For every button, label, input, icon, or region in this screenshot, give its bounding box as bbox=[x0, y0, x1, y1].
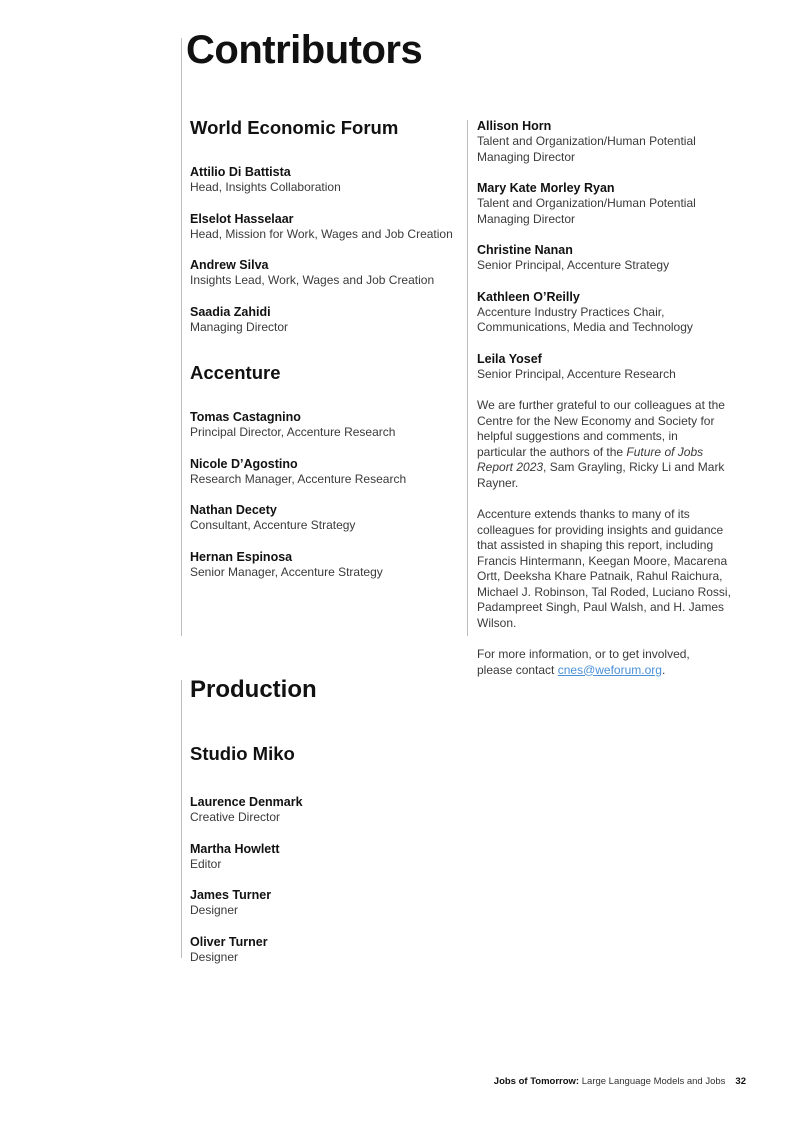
contact-text: . bbox=[661, 662, 666, 677]
page-number: 32 bbox=[735, 1076, 746, 1087]
person-entry bbox=[477, 242, 752, 274]
thanks-text: , Sam Grayling, Ricky Li and Mark Rayner. bbox=[477, 460, 725, 490]
person-role: Consultant, Accenture Strategy bbox=[190, 518, 356, 532]
person-name: James Turner bbox=[190, 888, 272, 902]
person-entry bbox=[190, 257, 465, 289]
person-entry bbox=[477, 289, 752, 336]
accenture-section bbox=[190, 361, 465, 580]
person-entry bbox=[190, 502, 465, 534]
person-entry bbox=[190, 409, 465, 441]
person-name: Oliver Turner bbox=[190, 934, 268, 949]
person-role: Talent and Organization/Human Potential Managing Director bbox=[477, 196, 696, 226]
person-entry bbox=[190, 887, 465, 919]
person-name: Attilio Di Battista bbox=[190, 165, 291, 179]
person-entry bbox=[190, 164, 465, 196]
person-name: Kathleen O’Reilly bbox=[477, 289, 580, 304]
person-entry bbox=[190, 934, 465, 966]
person-entry bbox=[477, 118, 752, 165]
person-entry bbox=[190, 304, 465, 336]
person-name: Nathan Decety bbox=[190, 503, 277, 517]
person-role: Head, Insights Collaboration bbox=[190, 180, 341, 194]
contact-text: For more information, or to get involved, bbox=[477, 647, 690, 661]
person-role: Head, Mission for Work, Wages and Job Creation bbox=[190, 226, 453, 241]
page-title: Contributors bbox=[186, 28, 423, 72]
person-role: Designer bbox=[190, 949, 239, 964]
person-name: Mary Kate Morley Ryan bbox=[477, 181, 615, 195]
person-role: Insights Lead, Work, Wages and Job Creation bbox=[190, 273, 435, 287]
contact-paragraph bbox=[477, 647, 752, 678]
person-entry bbox=[190, 794, 465, 826]
production-title: Production bbox=[190, 676, 317, 703]
person-name: Christine Nanan bbox=[477, 243, 573, 257]
person-entry bbox=[477, 351, 752, 383]
thanks-paragraph-wef bbox=[477, 398, 725, 491]
person-role: Accenture Industry Practices Chair, Communications, Media and Technology bbox=[477, 304, 693, 334]
person-entry bbox=[477, 180, 752, 227]
contact-line bbox=[477, 663, 752, 679]
person-role: Senior Manager, Accenture Strategy bbox=[190, 564, 383, 579]
person-role: Senior Principal, Accenture Research bbox=[477, 366, 676, 381]
person-name: Nicole D’Agostino bbox=[190, 456, 298, 471]
person-entry bbox=[190, 549, 465, 581]
accenture-heading: Accenture bbox=[190, 362, 281, 383]
wef-heading: World Economic Forum bbox=[190, 117, 399, 138]
footer-report-title: Jobs of Tomorrow: bbox=[493, 1076, 580, 1087]
person-name: Leila Yosef bbox=[477, 351, 542, 366]
thanks-text: We are further grateful to our colleagues at the Centre for the New Economy and Society for helpful suggestions and comments, in particular the authors of the bbox=[477, 398, 725, 459]
person-role: Designer bbox=[190, 903, 239, 917]
studio-heading: Studio Miko bbox=[190, 743, 295, 764]
person-name: Allison Horn bbox=[477, 119, 552, 133]
contact-email-link[interactable]: cnes@weforum.org bbox=[557, 662, 662, 677]
production-rule bbox=[181, 680, 182, 958]
person-role: Managing Director bbox=[190, 319, 289, 334]
person-entry bbox=[190, 456, 465, 488]
person-role: Principal Director, Accenture Research bbox=[190, 425, 396, 439]
right-column bbox=[477, 118, 752, 678]
person-name: Laurence Denmark bbox=[190, 795, 303, 809]
left-column-rule bbox=[181, 38, 182, 636]
contact-text: please contact bbox=[477, 662, 558, 677]
report-title: Future of Jobs Report 2023 bbox=[477, 444, 704, 474]
person-name: Tomas Castagnino bbox=[190, 410, 301, 424]
person-name: Andrew Silva bbox=[190, 258, 269, 272]
person-role: Talent and Organization/Human Potential Managing Director bbox=[477, 134, 696, 164]
right-column-rule bbox=[467, 120, 468, 636]
person-name: Saadia Zahidi bbox=[190, 304, 271, 319]
person-role: Senior Principal, Accenture Strategy bbox=[477, 258, 670, 272]
thanks-paragraph-accenture: Accenture extends thanks to many of its colleagues for providing insights and guidance that assisted in shaping this report, including Francis Hintermann, Keegan Moore, Macarena Ortt, Deeksha Khare Patnaik, Rahul Raichura, Michael J. Robinson, Tal Roded, Luciano Rossi, Padampreet Singh, Paul Walsh, and H. James Wilson. bbox=[477, 507, 731, 630]
production-people bbox=[190, 774, 465, 965]
person-name: Elselot Hasselaar bbox=[190, 211, 294, 226]
person-role: Research Manager, Accenture Research bbox=[190, 471, 407, 486]
wef-section bbox=[190, 116, 465, 335]
person-role: Editor bbox=[190, 856, 222, 871]
person-role: Creative Director bbox=[190, 810, 281, 824]
footer-report-subtitle: Large Language Models and Jobs bbox=[579, 1076, 726, 1087]
person-entry bbox=[190, 211, 465, 243]
page-footer bbox=[494, 1076, 746, 1087]
person-entry bbox=[190, 841, 465, 873]
person-name: Martha Howlett bbox=[190, 841, 280, 856]
person-name: Hernan Espinosa bbox=[190, 549, 293, 564]
